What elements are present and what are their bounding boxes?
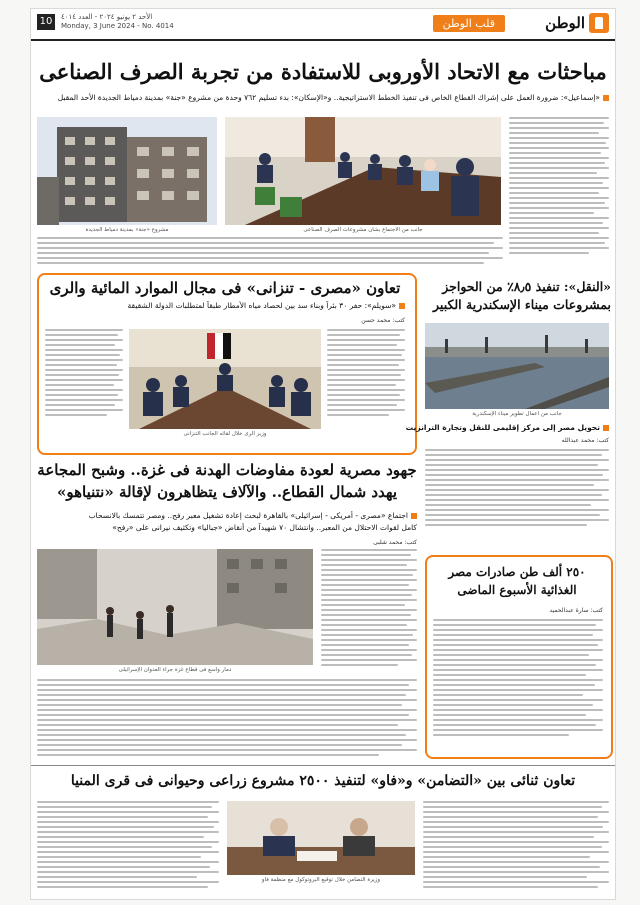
lead-subhead	[39, 93, 609, 102]
water-byline: كتب: محمد حسن	[361, 317, 405, 324]
gaza-rubble-photo-icon	[37, 549, 313, 665]
exports-headline-line1: ٢٥٠ ألف طن صادرات مصر	[448, 565, 586, 579]
brand-name: الوطن	[545, 14, 585, 32]
lead-body-column	[509, 117, 609, 257]
lead-body-lower	[37, 237, 503, 267]
exports-body	[433, 619, 603, 739]
port-byline: كتب: محمد عبدالله	[561, 437, 609, 444]
water-subhead-text: «سويلم»: حفر ٣٠ بئراً وبناء سد بين لحصاد مياه الأمطار طبقاً لمتطلبات الدولة الشقيقة	[127, 301, 396, 310]
gaza-subhead-line1	[37, 511, 417, 520]
water-headline: تعاون «مصرى - تنزانى» فى مجال الموارد المائية والرى	[49, 279, 401, 297]
bullet-icon	[411, 513, 417, 519]
gaza-subhead-line1-text: اجتماع «مصرى - أمريكى - إسرائيلى» بالقاهرة لبحث إعادة تشغيل معبر رفح.. ومصر تتمسك بالانسحاب	[88, 511, 408, 520]
exports-byline: كتب: سارة عبدالحميد	[549, 607, 603, 614]
gaza-subhead-line2: كامل لقوات الاحتلال من المعبر.. وانتشال ٧٠ شهيداً من أنقاض «جباليا» وتكثيف نيرانى على «رفح»	[112, 523, 417, 532]
tanzania-meeting-photo-icon	[129, 329, 321, 429]
building-photo-icon	[37, 117, 217, 225]
lead-headline: مباحثات مع الاتحاد الأوروبى للاستفادة من تجربة الصرف الصناعى	[39, 59, 607, 84]
lead-caption-left: مشروع «جنة» بمدينة دمياط الجديدة	[85, 227, 169, 233]
minya-caption: وزيرة التضامن خلال توقيع البروتوكول مع منظمة فاو	[261, 877, 381, 883]
newspaper-page	[30, 8, 616, 900]
gaza-body-lower	[37, 679, 417, 759]
date-english: Monday, 3 June 2024 - No. 4014	[61, 22, 174, 30]
gaza-caption: دمار واسع فى قطاع غزة جراء العدوان الإسرائيلى	[118, 667, 232, 673]
water-body-left	[45, 329, 123, 419]
page-number: 10	[37, 14, 55, 30]
bullet-icon	[603, 425, 609, 431]
meeting-photo-icon	[225, 117, 501, 225]
bullet-icon	[603, 95, 609, 101]
gaza-photo	[37, 549, 313, 665]
minya-body-left	[37, 801, 219, 891]
port-body	[425, 449, 609, 529]
section-tab: قلب الوطن	[433, 15, 505, 32]
water-caption: وزير الرى خلال لقائه الجانب التنزانى	[183, 431, 267, 437]
lead-photo-building	[37, 117, 217, 225]
gaza-byline: كتب: محمد شلبى	[373, 539, 417, 546]
port-headline-line2: بمشروعات ميناء الإسكندرية الكبير	[433, 297, 611, 312]
water-subhead	[45, 301, 405, 310]
lead-subhead-text: «إسماعيل»: ضرورة العمل على إشراك القطاع الخاص فى تنفيذ الخطط الاستراتيجية.. و«الإسكان»: بدء تسليم ٧٦٢ وحدة من مشروع «جنة» بمدينة دمياط الجديدة الأحد المقبل	[57, 93, 600, 102]
brand-logo	[545, 13, 609, 33]
lead-photo-meeting	[225, 117, 501, 225]
dateline	[61, 13, 174, 31]
bullet-icon	[399, 303, 405, 309]
port-photo-icon	[425, 323, 609, 409]
signing-photo-icon	[227, 801, 415, 875]
water-body-right	[327, 329, 405, 419]
section-divider	[31, 765, 615, 766]
port-headline-line1: «النقل»: تنفيذ ٨٫٥٪ من الحواجز	[442, 279, 611, 294]
port-ticker-text: تحويل مصر إلى مركز إقليمى للنقل وتجارة الترانزيت	[405, 423, 600, 432]
water-photo	[129, 329, 321, 429]
minya-headline: تعاون ثنائى بين «التضامن» و«فاو» لتنفيذ ٢٥٠٠ مشروع زراعى وحيوانى فى قرى المنيا	[70, 773, 576, 789]
lead-caption-right: جانب من الاجتماع بشأن مشروعات الصرف الصناعى	[303, 227, 423, 233]
minya-photo	[227, 801, 415, 875]
gaza-headline-line2: يهدد شمال القطاع.. والآلاف يتظاهرون لإقالة «نتنياهو»	[56, 483, 397, 501]
date-arabic: الأحد ٢ يونيو ٢٠٢٤ - العدد ٤٠١٤	[61, 13, 153, 21]
port-ticker	[405, 423, 609, 432]
port-caption: جانب من أعمال تطوير ميناء الإسكندرية	[472, 411, 562, 417]
brand-mark-icon	[589, 13, 609, 33]
masthead-rule	[31, 39, 615, 41]
exports-headline-line2: الغذائية الأسبوع الماضى	[457, 583, 577, 597]
gaza-headline-line1: جهود مصرية لعودة مفاوضات الهدنة فى غزة.. وشبح المجاعة	[37, 461, 417, 479]
minya-body-right	[423, 801, 609, 891]
gaza-body-right	[321, 549, 417, 669]
port-photo	[425, 323, 609, 409]
masthead	[31, 9, 615, 39]
